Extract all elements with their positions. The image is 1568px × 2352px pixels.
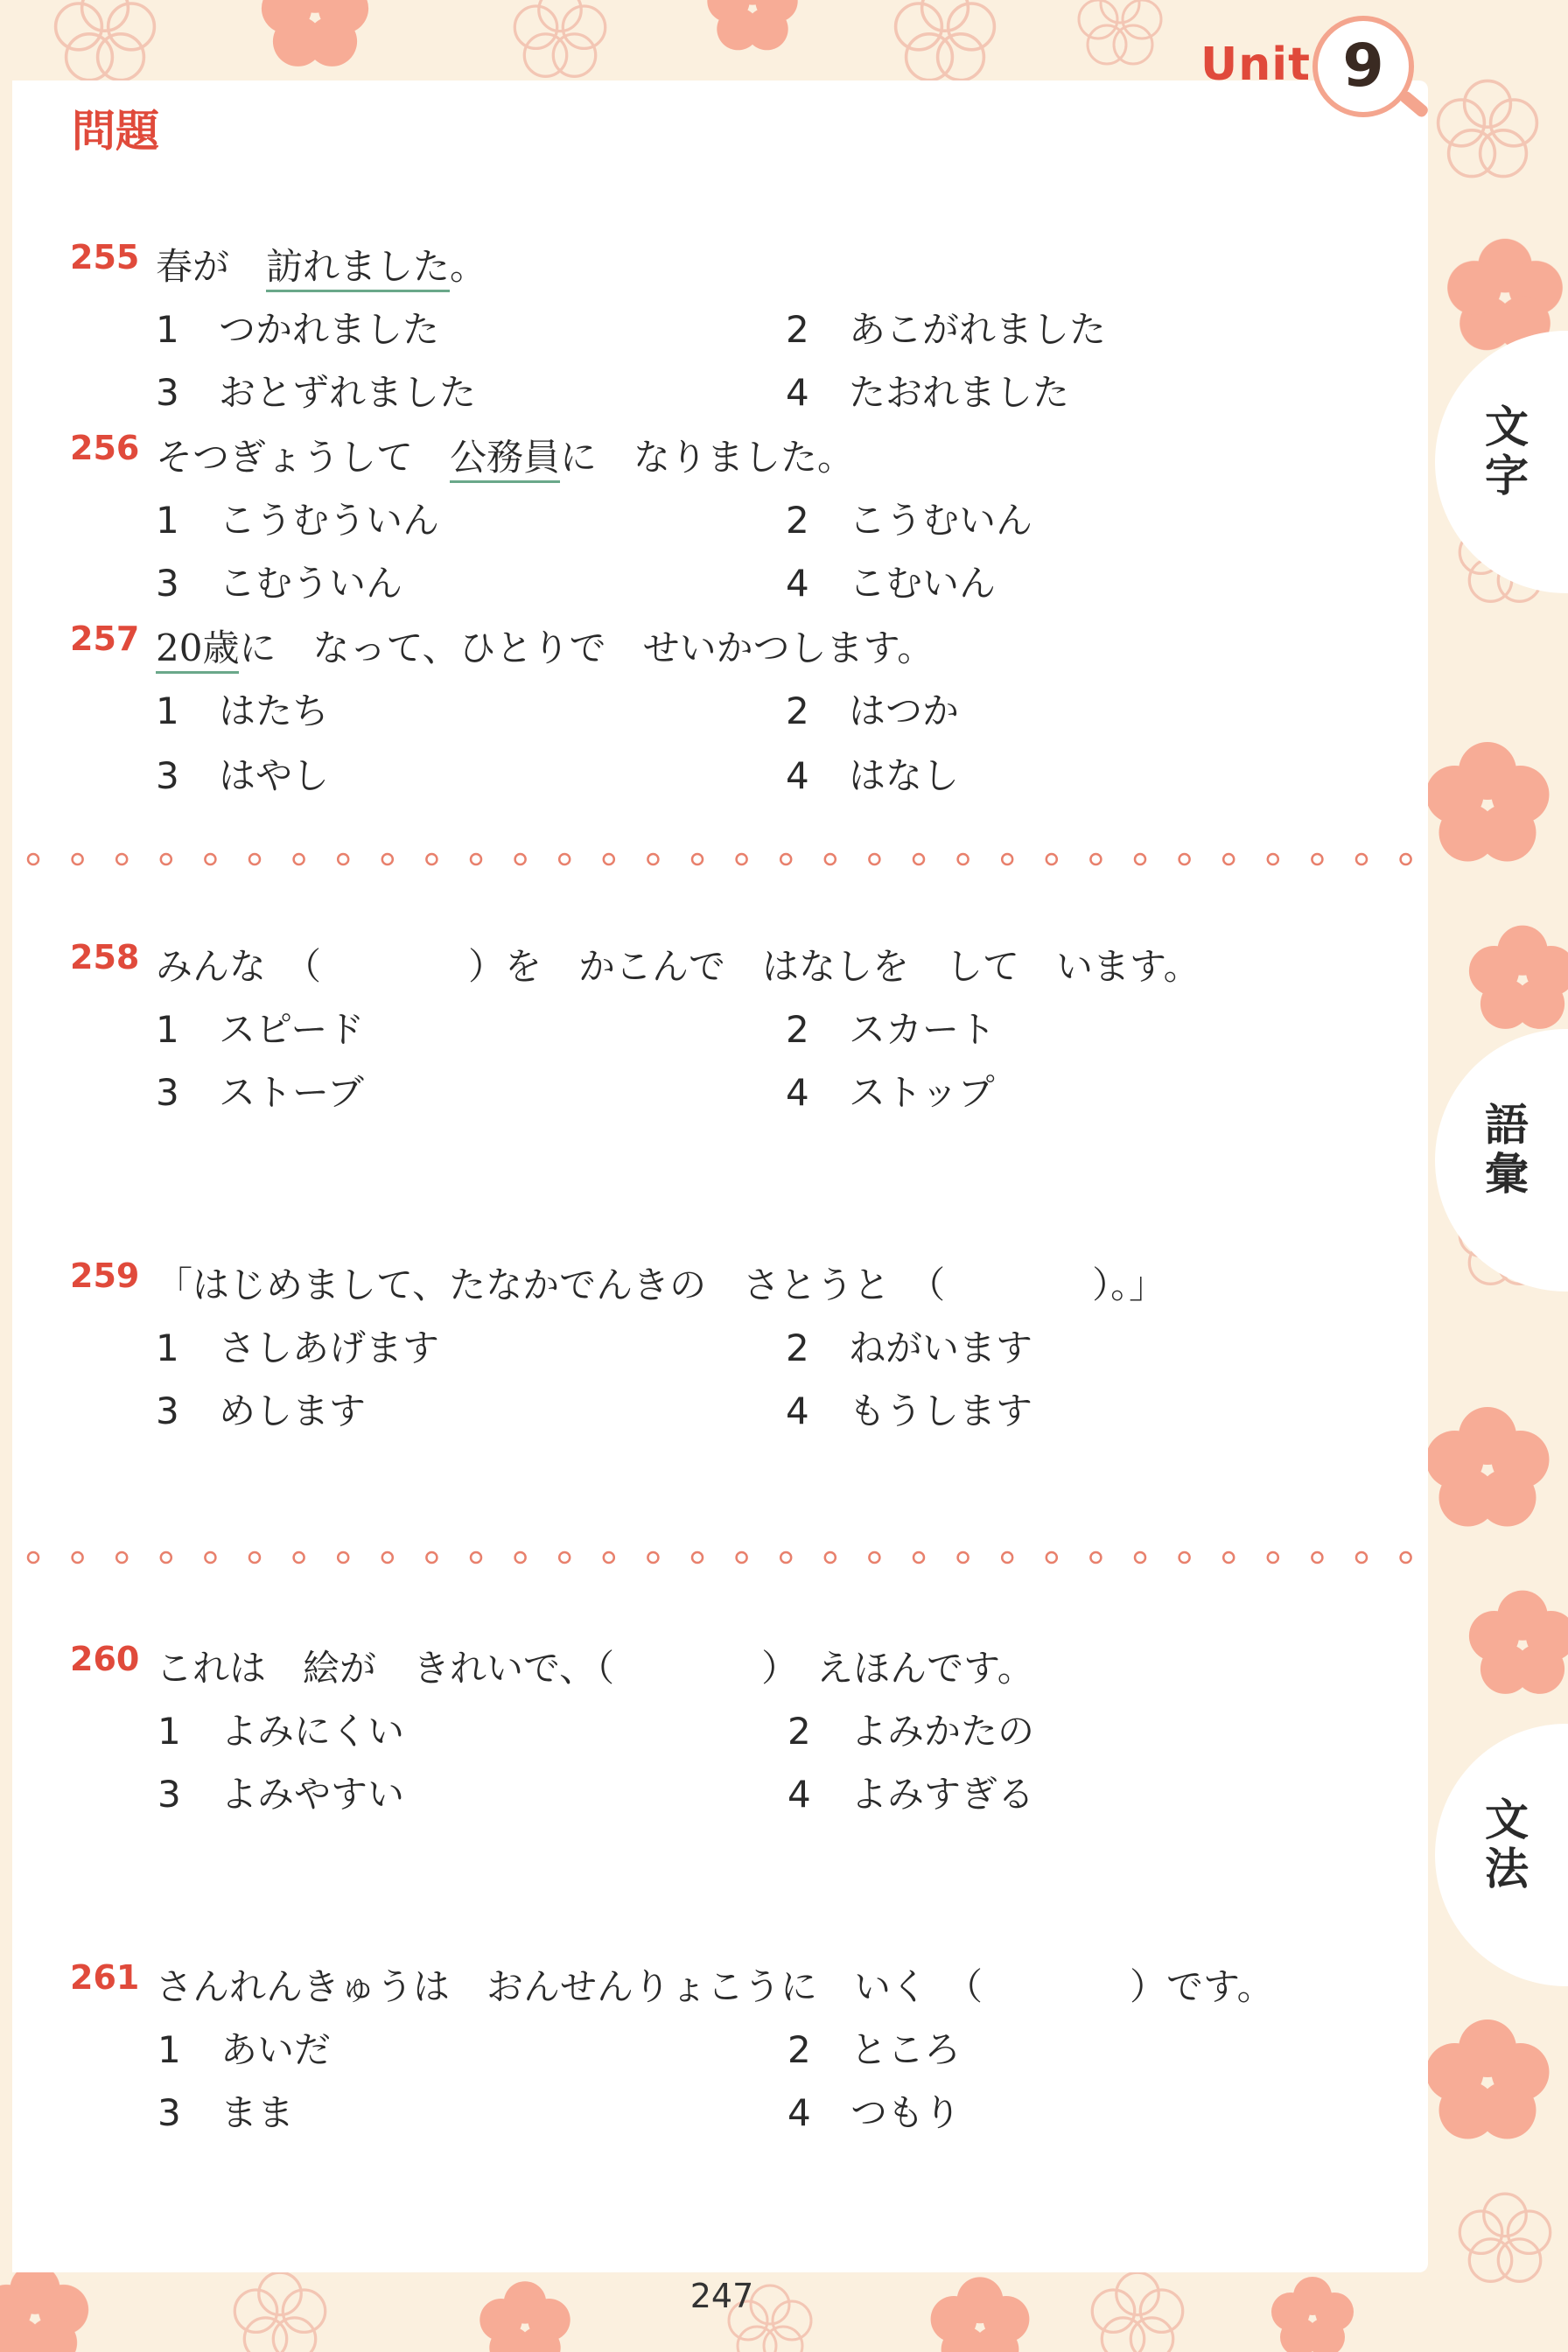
tab-moji[interactable]: [1435, 331, 1568, 593]
divider-dot: [1223, 1552, 1234, 1563]
question-stem: さんれんきゅうは おんせんりょこうに いく （ ）です。: [156, 1965, 1274, 2008]
tab-bunpo[interactable]: [1435, 1724, 1568, 1986]
divider-dot: [559, 854, 570, 864]
divider-dot: [294, 1552, 304, 1563]
option-1[interactable]: 1 スピード: [156, 1008, 365, 1051]
divider-dot: [1401, 854, 1411, 864]
divider-dot: [382, 1552, 393, 1563]
option-1[interactable]: 1 はたち: [156, 690, 330, 732]
question-stem: みんな （ ）を かこんで はなしを して います。: [156, 945, 1200, 988]
option-4[interactable]: 4 ストップ: [786, 1071, 995, 1114]
divider-dot: [1135, 854, 1145, 864]
section-title: 問題: [72, 106, 159, 157]
divider-dot: [426, 854, 437, 864]
divider-dot: [958, 1552, 969, 1563]
divider-dot: [205, 1552, 215, 1563]
question-number: 257: [70, 620, 140, 658]
option-4[interactable]: 4 もうします: [786, 1390, 1033, 1432]
divider-dot: [914, 854, 924, 864]
option-2[interactable]: 2 よみかたの: [788, 1710, 1035, 1753]
divider-dot: [958, 854, 969, 864]
divider-dot: [471, 1552, 481, 1563]
divider-dot: [1356, 854, 1367, 864]
option-3[interactable]: 3 まま: [158, 2091, 295, 2134]
divider-dot: [692, 1552, 703, 1563]
question-number: 255: [70, 238, 140, 276]
underlined-word: 訪れました: [266, 245, 450, 292]
option-4[interactable]: 4 こむいん: [786, 562, 997, 605]
question-number: 260: [70, 1640, 140, 1678]
question-stem: 20歳に なって、ひとりで せいかつします。: [156, 620, 934, 672]
divider-dot: [249, 854, 260, 864]
option-1[interactable]: 1 つかれました: [156, 308, 440, 351]
option-1[interactable]: 1 あいだ: [158, 2028, 332, 2071]
option-2[interactable]: 2 こうむいん: [786, 499, 1033, 542]
option-3[interactable]: 3 こむういん: [156, 562, 403, 605]
question-stem: 春が 訪れました。: [156, 238, 486, 290]
option-3[interactable]: 3 おとずれました: [156, 371, 477, 414]
divider-dot: [1180, 1552, 1190, 1563]
divider-dot: [28, 1552, 38, 1563]
divider-dot: [515, 1552, 526, 1563]
divider-dot: [648, 854, 658, 864]
divider-dot: [737, 854, 747, 864]
divider-dot: [914, 1552, 924, 1563]
divider-dot: [869, 1552, 879, 1563]
divider-dot: [28, 854, 38, 864]
page-number: 247: [690, 2277, 754, 2315]
divider-dot: [604, 1552, 614, 1563]
option-2[interactable]: 2 はつか: [786, 690, 960, 732]
question-stem: そつぎょうして 公務員に なりました。: [156, 429, 854, 481]
divider-dot: [1090, 1552, 1101, 1563]
option-3[interactable]: 3 よみやすい: [158, 1773, 405, 1816]
divider-dot: [825, 854, 836, 864]
divider-dot: [338, 854, 348, 864]
option-1[interactable]: 1 さしあげます: [156, 1326, 440, 1369]
divider-dot: [1312, 1552, 1322, 1563]
tab-label: 文字: [1485, 402, 1529, 501]
option-4[interactable]: 4 つもり: [788, 2091, 962, 2134]
unit-badge: [1200, 16, 1428, 121]
divider-dot: [382, 854, 393, 864]
divider-dot: [780, 1552, 791, 1563]
divider-dot: [604, 854, 614, 864]
divider-dot: [692, 854, 703, 864]
divider-dot: [116, 854, 127, 864]
divider-dot: [161, 854, 172, 864]
option-3[interactable]: 3 ストーブ: [156, 1071, 364, 1114]
divider-dot: [1090, 854, 1101, 864]
unit-number: 9: [1312, 16, 1414, 117]
option-4[interactable]: 4 たおれました: [786, 371, 1070, 414]
divider-dot: [116, 1552, 127, 1563]
divider-dot: [1223, 854, 1234, 864]
tab-label: 語彙: [1485, 1100, 1529, 1200]
tab-goi[interactable]: [1435, 1029, 1568, 1292]
tab-label: 文法: [1485, 1795, 1529, 1894]
question-stem: これは 絵が きれいで、（ ） えほんです。: [156, 1647, 1034, 1690]
divider-dot: [515, 854, 526, 864]
question-number: 259: [70, 1256, 140, 1295]
option-2[interactable]: 2 スカート: [786, 1008, 997, 1051]
question-number: 258: [70, 938, 140, 976]
divider-dot: [648, 1552, 658, 1563]
option-2[interactable]: 2 ところ: [788, 2028, 962, 2071]
underlined-word: 20歳: [156, 626, 239, 674]
question-number: 256: [70, 429, 140, 467]
option-2[interactable]: 2 あこがれました: [786, 308, 1107, 351]
divider-dot: [1135, 1552, 1145, 1563]
underlined-word: 公務員: [450, 436, 560, 483]
divider-dot: [1002, 854, 1012, 864]
unit-label: Unit: [1200, 38, 1311, 91]
divider-dot: [1268, 854, 1278, 864]
divider-dot: [1002, 1552, 1012, 1563]
option-4[interactable]: 4 はなし: [786, 754, 960, 797]
dotted-divider: [26, 1549, 1426, 1566]
option-2[interactable]: 2 ねがいます: [786, 1326, 1033, 1369]
divider-dot: [869, 854, 879, 864]
option-4[interactable]: 4 よみすぎる: [788, 1773, 1035, 1816]
divider-dot: [1401, 1552, 1411, 1563]
option-3[interactable]: 3 はやし: [156, 754, 330, 797]
divider-dot: [1356, 1552, 1367, 1563]
divider-dot: [338, 1552, 348, 1563]
divider-dot: [737, 1552, 747, 1563]
divider-dot: [1268, 1552, 1278, 1563]
divider-dot: [559, 1552, 570, 1563]
divider-dot: [1046, 854, 1057, 864]
option-1[interactable]: 1 こうむういん: [156, 499, 440, 542]
divider-dot: [1312, 854, 1322, 864]
dotted-divider: [26, 850, 1426, 868]
divider-dot: [471, 854, 481, 864]
divider-dot: [1046, 1552, 1057, 1563]
question-number: 261: [70, 1958, 140, 1997]
option-3[interactable]: 3 めします: [156, 1390, 367, 1432]
divider-dot: [825, 1552, 836, 1563]
divider-dot: [426, 1552, 437, 1563]
divider-dot: [780, 854, 791, 864]
divider-dot: [205, 854, 215, 864]
question-stem: 「はじめまして、たなかでんきの さとうと （ ）。」: [156, 1264, 1166, 1306]
divider-dot: [249, 1552, 260, 1563]
divider-dot: [73, 1552, 83, 1563]
divider-dot: [1180, 854, 1190, 864]
divider-dot: [161, 1552, 172, 1563]
divider-dot: [73, 854, 83, 864]
option-1[interactable]: 1 よみにくい: [158, 1710, 405, 1753]
divider-dot: [294, 854, 304, 864]
